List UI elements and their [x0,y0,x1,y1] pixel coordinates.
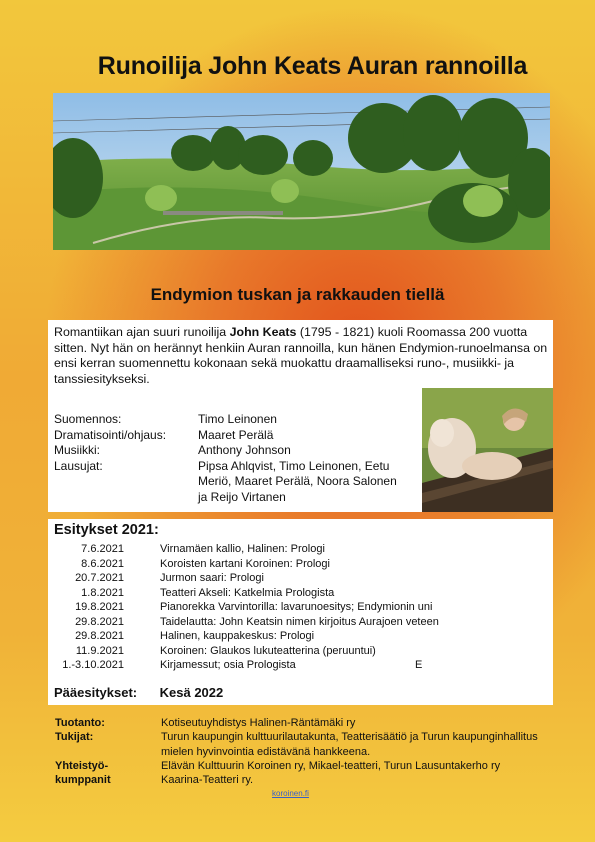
footer-row [55,730,555,759]
performance-date: 8.6.2021 [81,557,124,570]
performance-date: 20.7.2021 [75,572,124,584]
credit-row [54,428,398,444]
main-performances [54,685,223,700]
footer-label: Tuotanto: [55,717,105,729]
credits-list [54,412,398,505]
footer-value: Turun kaupungin kulttuurilautakunta, Teatterisäätiö ja Turun kaupunginhallitus mielen hyvinvointia edistävänä hankkeena. [161,731,538,758]
footer-value: Kotiseutuyhdistys Halinen-Räntämäki ry [161,717,356,729]
intro-post: (1795 - 1821) kuoli Roomassa 200 vuotta sitten. Nyt hän on herännyt henkiin Auran rannoilla, kun hänen Endymion-runoelmansa on ensi kerran suomennettu kokonaan sekä muokattu draamalliseksi runo-, musiikki- ja tanssiesitykseksi. [54,325,548,386]
performance-row [48,615,500,630]
main-performances-value: Kesä 2022 [159,685,224,700]
performance-date: 29.8.2021 [75,615,124,628]
intro-pre: Romantiikan ajan suuri runoilija [54,325,230,339]
performance-row [48,629,500,644]
performance-date: 29.8.2021 [75,630,124,642]
performance-place: Koroinen: Glaukos lukuteatterina (peruuntui) [160,644,376,657]
performances-heading: Esitykset 2021: [54,522,159,538]
performance-place: Jurmon saari: Prologi [160,572,264,584]
footer-label: Tukijat: [55,731,94,744]
performance-place: Teatteri Akseli: Katkelmia Prologista [160,586,335,599]
subtitle: Endymion tuskan ja rakkauden tiellä [150,285,445,304]
performance-row [48,586,500,601]
performance-date: 19.8.2021 [75,601,124,613]
performance-place: Halinen, kauppakeskus: Prologi [160,630,315,642]
footer-row [55,759,555,773]
footer-row [55,773,555,787]
credit-name: Pipsa Ahlqvist, Timo Leinonen, Eetu Meriö, Maaret Perälä, Noora Salonen ja Reijo Virtanen [198,458,397,504]
credit-role: Lausujat: [54,458,103,473]
performances-box [48,519,553,705]
footer-info [55,716,555,787]
footer-value: Kaarina-Teatteri ry. [161,774,254,787]
performance-row [48,571,500,586]
credit-role: Suomennos: [54,412,122,426]
credit-row [54,459,398,506]
intro-box [48,320,553,512]
footer-label: kumppanit [55,774,111,787]
performance-row [48,557,500,572]
performance-note: E [415,659,423,671]
performance-place: Koroisten kartani Koroinen: Prologi [160,557,330,570]
performance-row [48,542,500,557]
performance-place: Taidelautta: John Keatsin nimen kirjoitus Aurajoen veteen [160,615,439,628]
footer-label: Yhteistyö- [55,759,109,772]
performance-list [48,542,500,673]
poet-name: John Keats [229,325,297,339]
footer-value: Elävän Kulttuurin Koroinen ry, Mikael-teatteri, Turun Lausuntakerho ry [161,759,501,772]
intro-text [54,325,548,387]
performance-date: 1.-3.10.2021 [62,659,124,671]
performance-place: Kirjamessut; osia Prologista [160,659,296,671]
credit-name: Anthony Johnson [198,443,291,457]
performance-place: Pianorekka Varvintorilla: lavarunoesitys; Endymionin uni [160,601,433,613]
footer-row [55,716,555,730]
main-performances-label: Pääesitykset: [54,685,138,700]
credit-row [54,412,398,428]
website-link[interactable]: koroinen.fi [272,789,309,798]
credit-role: Musiikki: [54,443,101,457]
performance-row [48,600,500,615]
performance-date: 1.8.2021 [81,586,124,599]
performance-date: 11.9.2021 [75,644,124,657]
credit-name: Maaret Perälä [198,427,274,442]
credit-name: Timo Leinonen [198,412,277,426]
page-title: Runoilija John Keats Auran rannoilla [97,52,528,80]
landscape-photo [53,93,550,250]
performance-row [48,658,500,673]
performance-place: Virnamäen kallio, Halinen: Prologi [160,543,325,555]
performer-photo [422,388,553,512]
performance-date: 7.6.2021 [81,543,124,555]
credit-row [54,443,398,459]
credit-role: Dramatisointi/ohjaus: [54,427,167,442]
performance-row [48,644,500,659]
